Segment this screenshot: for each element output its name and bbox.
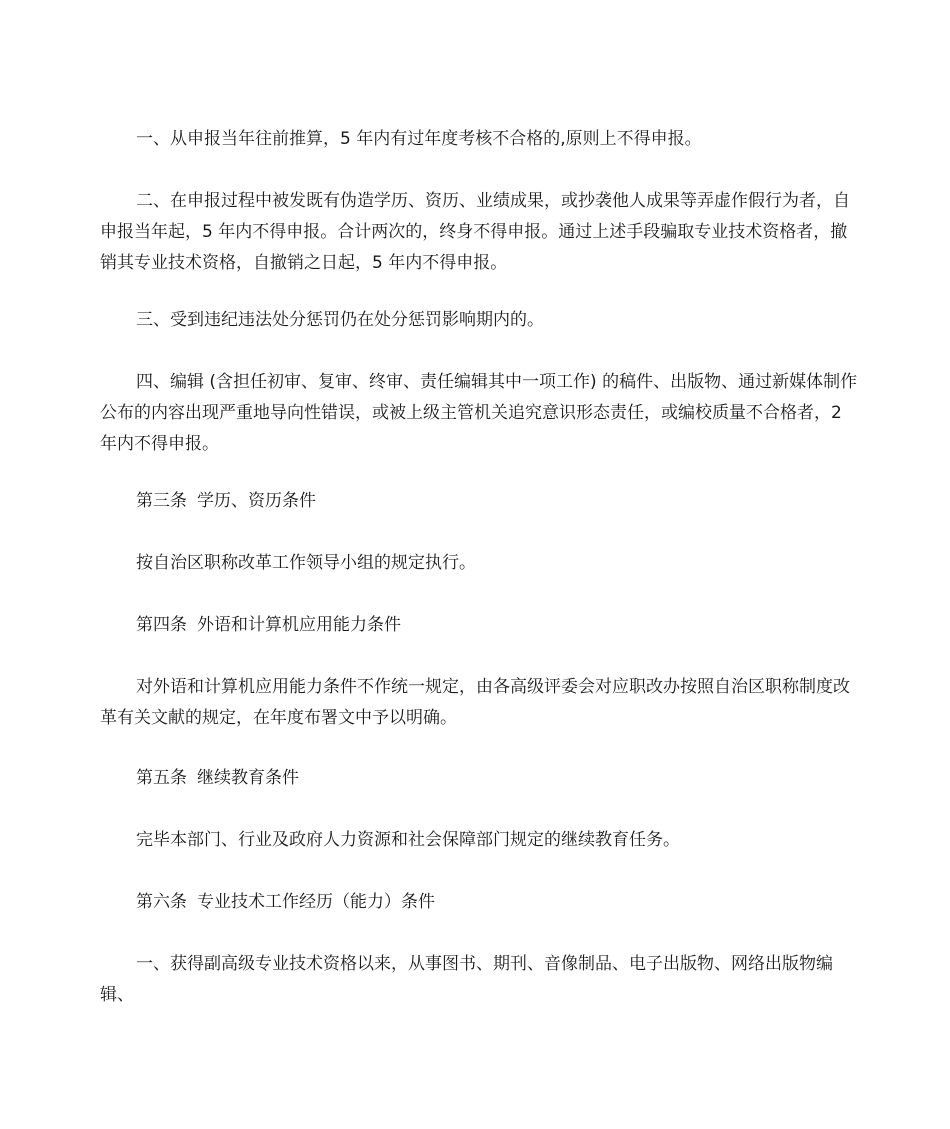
paragraph-8: 一、获得副高级专业技术资格以来，从事图书、期刊、音像制品、电子出版物、网络出版物编辑、 — [100, 954, 833, 1005]
paragraph-7: 完毕本部门、行业及政府人力资源和社会保障部门规定的继续教育任务。 — [136, 830, 680, 850]
article-6-heading — [100, 887, 860, 918]
paragraph-5: 按自治区职称改革工作领导小组的规定执行。 — [136, 553, 476, 573]
article-5-heading — [100, 763, 860, 794]
article-6-title: 专业技术工作经历（能力）条件 — [197, 892, 435, 912]
article-3-number: 第三条 — [136, 491, 187, 511]
paragraph-2: 二、在申报过程中被发既有伪造学历、资历、业绩成果，或抄袭他人成果等弄虚作假行为者，自申报当年起，5 年内不得申报。合计两次的，终身不得申报。通过上述手段骗取专业技术资格者，撤销其专业技术资格，自撤销之日起，5 年内不得申报。 — [100, 191, 850, 273]
article-4-title: 外语和计算机应用能力条件 — [197, 615, 401, 635]
article-6-number: 第六条 — [136, 892, 187, 912]
article-4-heading — [100, 610, 860, 641]
article-5-number: 第五条 — [136, 768, 187, 788]
paragraph-6: 对外语和计算机应用能力条件不作统一规定，由各高级评委会对应职改办按照自治区职称制度改革有关文献的规定，在年度布署文中予以明确。 — [100, 677, 850, 728]
paragraph-3: 三、受到违纪违法处分惩罚仍在处分惩罚影响期内的。 — [136, 310, 544, 330]
article-3-title: 学历、资历条件 — [197, 491, 316, 511]
article-4-number: 第四条 — [136, 615, 187, 635]
article-5-title: 继续教育条件 — [197, 768, 299, 788]
paragraph-4: 四、编辑 (含担任初审、复审、终审、责任编辑其中一项工作) 的稿件、出版物、通过新媒体制作公布的内容出现严重地导向性错误，或被上级主管机关追究意识形态责任，或编校质量不合格者，2 年内不得申报。 — [100, 372, 858, 454]
paragraph-1: 一、从申报当年往前推算，5 年内有过年度考核不合格的,原则上不得申报。 — [136, 129, 702, 149]
article-3-heading — [100, 486, 860, 517]
